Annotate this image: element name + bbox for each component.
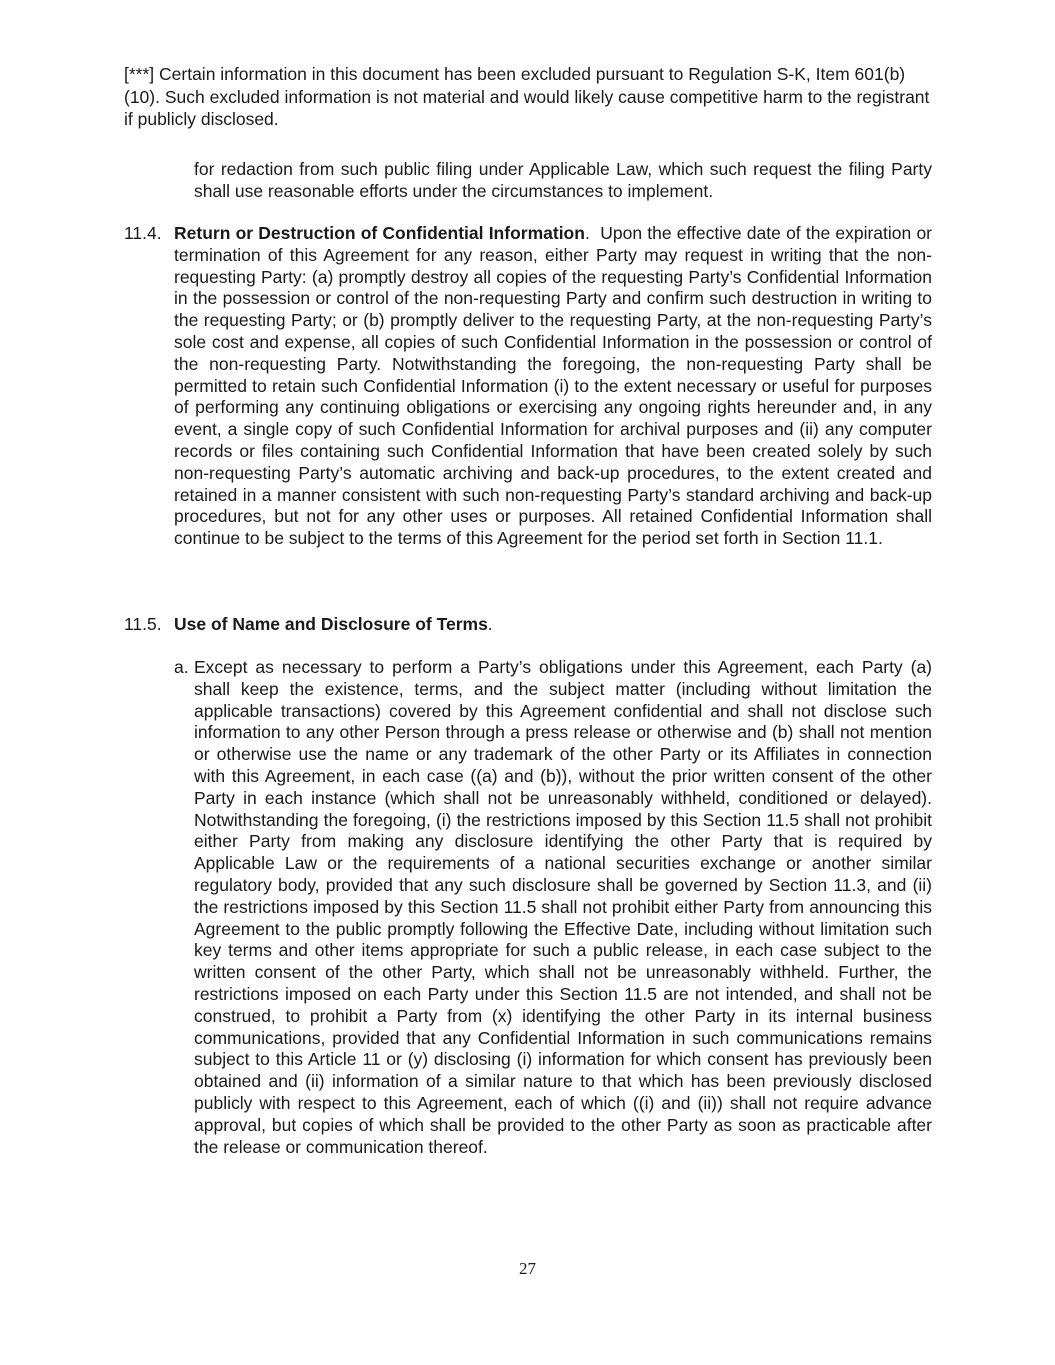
section-body [174, 614, 932, 636]
page-number: 27 [519, 1259, 536, 1278]
section-text: Upon the effective date of the expiration or termination of this Agreement for any reason, either Party may request in writing that the non-requesting Party: (a) promptly destroy all copies of the requesting Party’s Confidential Information in the possession or control of the non-requesting Party and confirm such destruction in writing to the requesting Party; or (b) promptly deliver to the requesting Party, at the non-requesting Party’s sole cost and expense, all copies of such Confidential Information in the possession or control of the non-requesting Party. Notwithstanding the foregoing, the non-requesting Party shall be permitted to retain such Confidential Information (i) to the extent necessary or useful for purposes of performing any continuing obligations or exercising any ongoing rights hereunder and, in any event, a single copy of such Confidential Information for archival purposes and (ii) any computer records or files containing such Confidential Information that have been created solely by such non-requesting Party’s automatic archiving and back-up procedures, to the extent created and retained in a manner consistent with such non-requesting Party’s standard archiving and back-up procedures, but not for any other uses or purposes. All retained Confidential Information shall continue to be subject to the terms of this Agreement for the period set forth in Section 11.1. [174, 223, 932, 549]
heading-period: . [584, 223, 590, 243]
heading-period: . [487, 614, 493, 634]
section-body [174, 223, 932, 550]
section-number: 11.5. [124, 614, 162, 634]
section-heading: Return or Destruction of Confidential Information [174, 223, 585, 243]
redaction-legend: [***] Certain information in this document has been excluded pursuant to Regulation S-K, Item 601(b)(10). Such excluded information is not material and would likely cause competitive harm to the registrant if publicly disclosed. [124, 64, 930, 129]
subsection-text: Except as necessary to perform a Party’s obligations under this Agreement, each Party (a) shall keep the existence, terms, and the subject matter (including without limitation the applicable transactions) covered by this Agreement confidential and shall not disclose such information to any other Person through a press release or otherwise and (b) shall not mention or otherwise use the name or any trademark of the other Party or its Affiliates in connection with this Agreement, in each case ((a) and (b)), without the prior written consent of the other Party in each instance (which shall not be unreasonably withheld, conditioned or delayed). Notwithstanding the foregoing, (i) the restrictions imposed by this Section 11.5 shall not prohibit either Party from making any disclosure identifying the other Party that is required by Applicable Law or the requirements of a national securities exchange or another similar regulatory body, provided that any such disclosure shall be governed by Section 11.3, and (ii) the restrictions imposed by this Section 11.5 shall not prohibit either Party from announcing this Agreement to the public promptly following the Effective Date, including without limitation such key terms and other items appropriate for such a public release, in each case subject to the written consent of the other Party, which shall not be unreasonably withheld. Further, the restrictions imposed on each Party under this Section 11.5 are not intended, and shall not be construed, to prohibit a Party from (x) identifying the other Party in its internal business communications, provided that any Confidential Information in such communications remains subject to this Article 11 or (y) disclosing (i) information for which consent has previously been obtained and (ii) information of a similar nature to that which has been previously disclosed publicly with respect to this Agreement, each of which ((i) and (ii)) shall not require advance approval, but copies of which shall be provided to the other Party as soon as practicable after the release or communication thereof. [194, 657, 932, 1157]
subsection-a [174, 657, 932, 1158]
continuation-paragraph: for redaction from such public filing under Applicable Law, which such request the filing Party shall use reasonable efforts under the circumstances to implement. [194, 159, 932, 201]
section-11-4 [124, 223, 932, 550]
section-heading: Use of Name and Disclosure of Terms [174, 614, 488, 634]
subsection-label: a. [174, 657, 189, 677]
section-11-5 [124, 614, 932, 636]
section-number: 11.4. [124, 223, 162, 243]
